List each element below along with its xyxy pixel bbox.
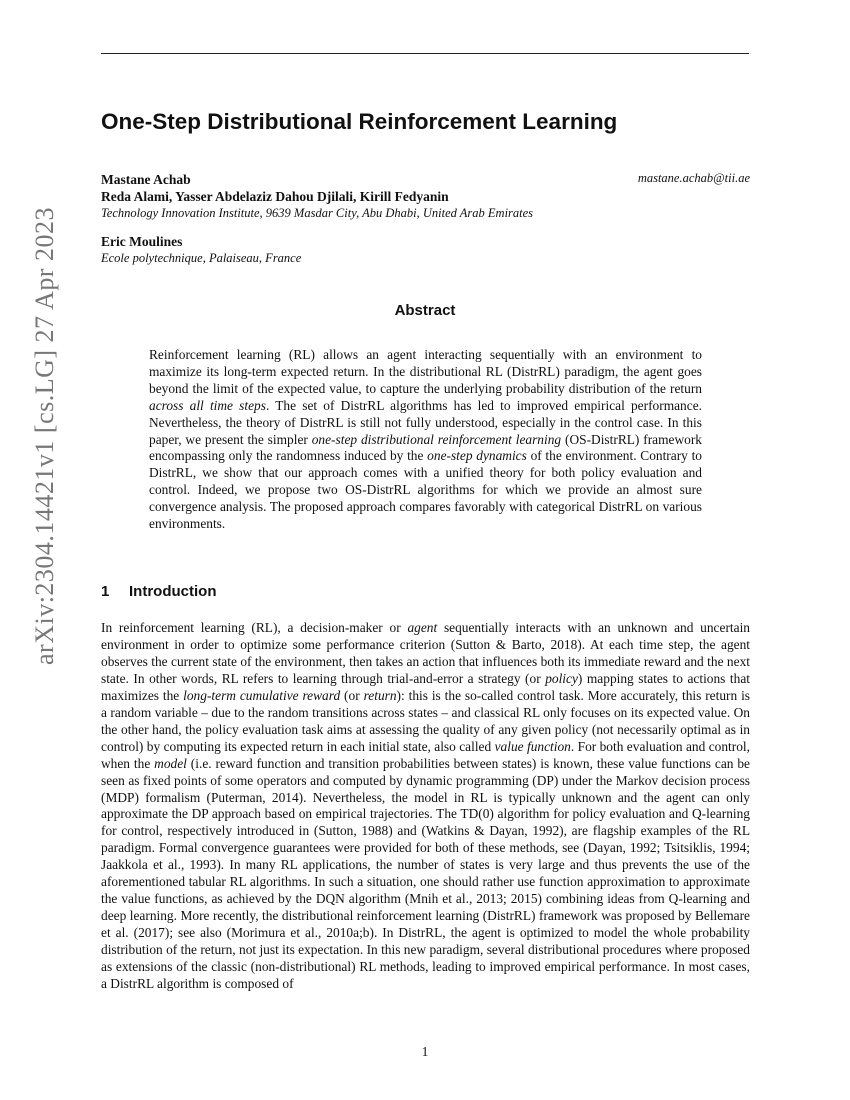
intro-text-part: ): this is the so-called control task. More accurately, this return is a random variable – due to the random transitions across states – and classical RL only focuses on its expected value. On the other hand, the policy evaluation task aims at assessing the quality of any given policy (not necessarily optimal as in control) by computing its expected return in each initial state, also called: [101, 687, 751, 754]
paper-title: One-Step Distributional Reinforcement Learning: [101, 109, 618, 134]
intro-emphasis: value function: [494, 738, 571, 754]
intro-text-part: . For both evaluation and control, when the: [101, 738, 750, 771]
intro-emphasis: agent: [407, 620, 438, 635]
author-name-line: Mastane Achab: [101, 172, 191, 187]
abstract-text-part: . The set of DistrRL algorithms has led to improved empirical performance. Nevertheless, the theory of DistrRL is still not fully understood, especially in the control case. In this paper, we present the simpler: [149, 397, 702, 447]
intro-emphasis: long-term cumulative reward: [183, 687, 341, 703]
abstract-emphasis: one-step distributional reinforcement learning: [311, 431, 562, 447]
introduction-paragraph: [101, 620, 750, 993]
section-number: 1: [101, 583, 110, 600]
intro-text-part: sequentially interacts with an unknown and uncertain environment in order to optimize some performance criterion (Sutton & Barto, 2018). At each time step, the agent observes the current state of the environment, then takes an action that influences both its immediate reward and the next state. In other words, RL refers to learning through trial-and-error a strategy (or: [101, 620, 750, 686]
intro-text-part: (i.e. reward function and transition probabilities between states) is known, these value functions can be seen as fixed points of some operators and computed by dynamic programming (DP) under the Markov decision process (MDP) formalism (Puterman, 2014). Nevertheless, the model in RL is typically unknown and the agent can only approximate the DP approach based on empirical trajectories. The TD(0) algorithm for policy evaluation and Q-learning for control, respectively introduced in (Sutton, 1988) and (Watkins & Dayan, 1992), are flagship examples of the RL paradigm. Formal convergence guarantees were provided for both of these methods, see (Dayan, 1992; Tsitsiklis, 1994; Jaakkola et al., 1993). In many RL applications, the number of states is very large and thus prevents the use of the aforementioned tabular RL algorithms. In such a situation, one should rather use function approximation to approximate the value functions, as achieved by the DQN algorithm (Mnih et al., 2013; 2015) combining ideas from Q-learning and deep learning. More recently, the distributional reinforcement learning (DistrRL) framework was proposed by Bellemare et al. (2017); see also (Morimura et al., 2010a;b). In DistrRL, the agent is optimized to model the whole probability distribution of the return, not just its expectation. In this new paradigm, several distributional procedures where proposed as extensions of the classic (non-distributional) RL methods, leading to improved empirical performance. In most cases, a DistrRL algorithm is composed of: [101, 755, 750, 992]
intro-text-part: In reinforcement learning (RL), a decision-maker or: [101, 620, 408, 635]
intro-emphasis: policy: [545, 670, 578, 686]
author-name: Eric Moulines: [101, 234, 183, 249]
intro-emphasis: model: [154, 755, 187, 771]
abstract-text-part: Reinforcement learning (RL) allows an agent interacting sequentially with an environment to maximize its long-term expected return. In the distributional RL (DistrRL) paradigm, the agent goes beyond the limit of the expected value, to capture the underlying probability distribution of the return: [149, 347, 702, 396]
arxiv-identifier-stamp[interactable]: arXiv:2304.14421v1 [cs.LG] 27 Apr 2023: [30, 206, 59, 665]
intro-emphasis: return: [363, 687, 397, 703]
section-heading-introduction: [101, 583, 216, 600]
page-number: 1: [421, 1044, 429, 1059]
intro-text-part: (or: [340, 687, 364, 703]
author-names-line: Reda Alami, Yasser Abdelaziz Dahou Djilali, Kirill Fedyanin: [101, 189, 449, 204]
author-email[interactable]: mastane.achab@tii.ae: [637, 171, 750, 185]
section-title: Introduction: [129, 583, 217, 600]
intro-text-part: ) mapping states to actions that maximizes the: [101, 670, 750, 703]
abstract-text-part: of the environment. Contrary to DistrRL, we show that our approach comes with a unified theory for both policy evaluation and control. Indeed, we propose two OS-DistrRL algorithms for which we provide an almost sure convergence analysis. The proposed approach compares favorably with categorical DistrRL on various environments.: [149, 448, 702, 532]
author-affiliation: Ecole polytechnique, Palaiseau, France: [101, 251, 302, 265]
abstract-emphasis: one-step dynamics: [427, 448, 527, 464]
abstract-emphasis: across all time steps: [149, 397, 266, 413]
abstract-heading: Abstract: [394, 302, 456, 319]
top-rule: [101, 53, 749, 54]
abstract-text: [149, 347, 702, 533]
author-affiliation: Technology Innovation Institute, 9639 Masdar City, Abu Dhabi, United Arab Emirates: [101, 206, 534, 220]
author-block-2: [101, 233, 301, 267]
abstract-text-part: (OS-DistrRL) framework encompassing only the randomness induced by the: [149, 431, 702, 464]
